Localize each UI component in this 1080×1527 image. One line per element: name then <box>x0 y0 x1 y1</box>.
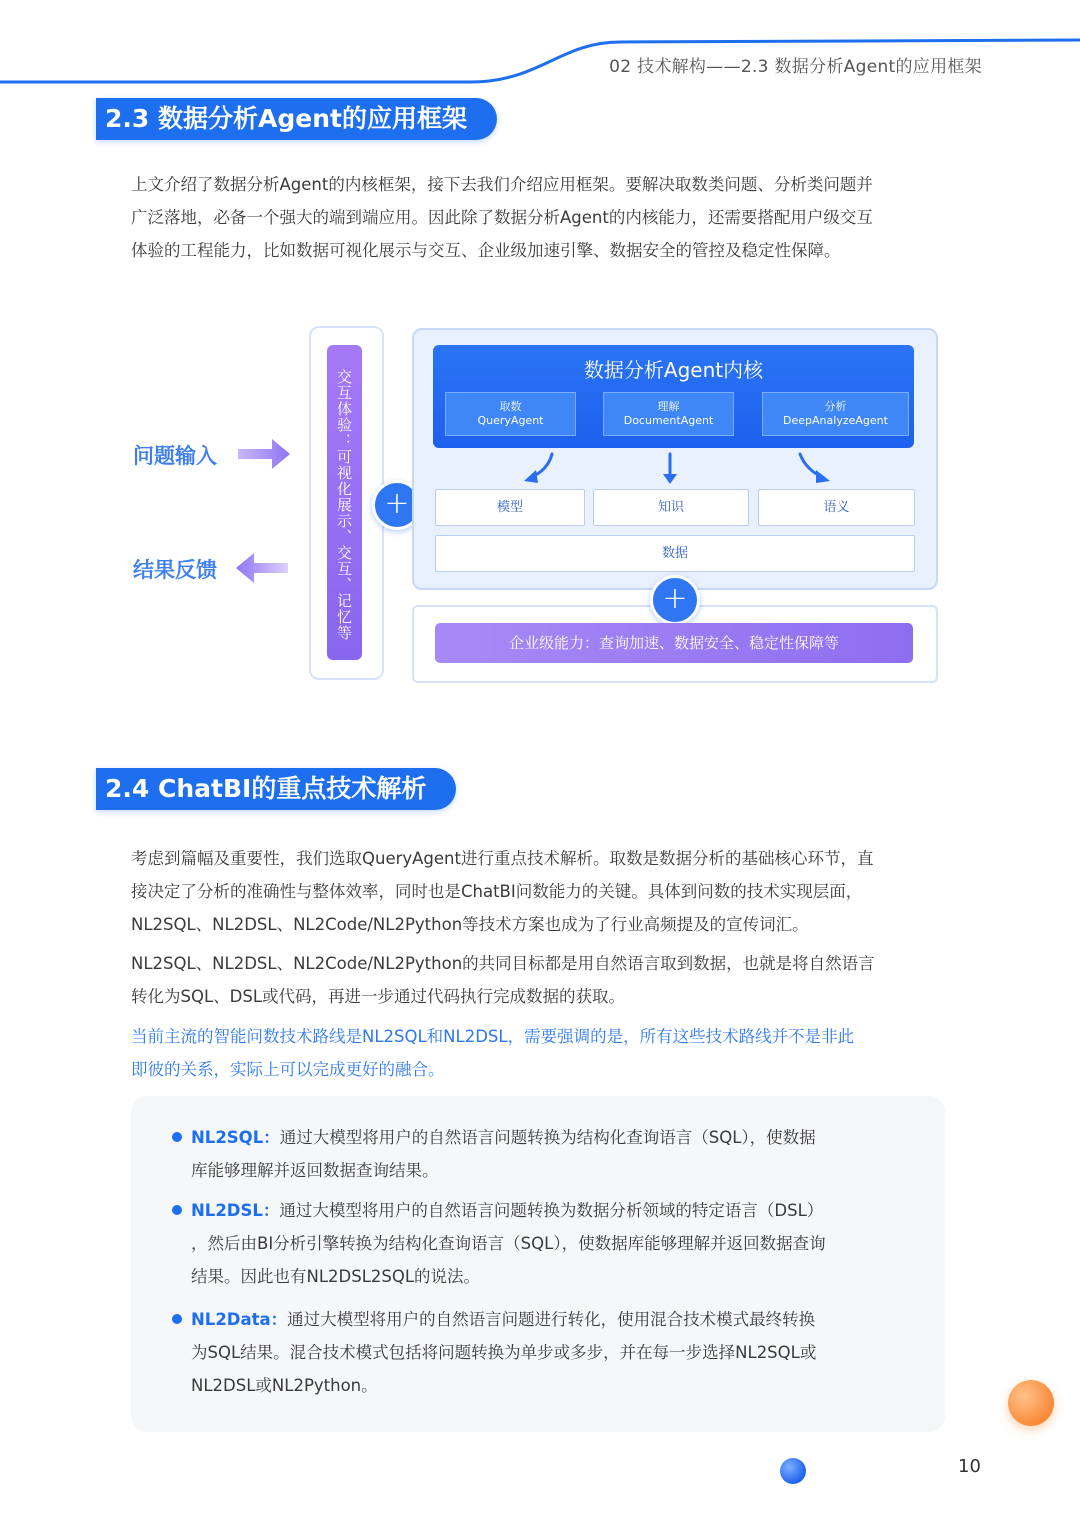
text-line: NL2SQL、NL2DSL、NL2Code/NL2Python等技术方案也成为了行业高频提及的宣传词汇。 <box>131 915 809 934</box>
text-line: 接决定了分析的准确性与整体效率，同时也是ChatBI问数能力的关键。具体到问数的技术实现层面， <box>131 882 863 901</box>
flow-arrows-icon <box>520 450 840 486</box>
model-box: 模型 <box>435 489 585 526</box>
text-line: ，然后由BI分析引擎转换为结构化查询语言（SQL），使数据库能够理解并返回数据查询 <box>191 1234 826 1253</box>
header-title: 02 技术解构——2.3 数据分析Agent的应用框架 <box>609 57 982 77</box>
text-line: 为SQL结果。混合技术模式包括将问题转换为单步或多步，并在每一步选择NL2SQL或 <box>191 1343 817 1362</box>
text-line <box>191 1303 891 1336</box>
agent-name: 分析 <box>824 400 847 413</box>
bullet-line: 通过大模型将用户的自然语言问题转换为数据分析领域的特定语言（DSL） <box>279 1201 824 1220</box>
question-input-label: 问题输入 <box>133 444 217 468</box>
bullet-dot-icon <box>172 1132 182 1142</box>
section-2-4-paragraph-1 <box>131 842 953 941</box>
text-line: 广泛落地，必备一个强大的端到端应用。因此除了数据分析Agent的内核能力，还需要搭配用户级交互 <box>131 208 873 227</box>
bullet-nl2sql <box>191 1121 891 1187</box>
data-box: 数据 <box>435 535 915 572</box>
text-line <box>191 1121 891 1154</box>
bullet-line: 通过大模型将用户的自然语言问题转换为结构化查询语言（SQL），使数据 <box>279 1128 816 1147</box>
section-2-4-highlight <box>131 1020 953 1086</box>
semantics-box: 语义 <box>758 489 915 526</box>
decorative-blue-ball <box>780 1458 806 1484</box>
text-line: 考虑到篇幅及重要性，我们选取QueryAgent进行重点技术解析。取数是数据分析的基础核心环节，直 <box>131 849 874 868</box>
right-arrow-icon <box>236 436 292 472</box>
bullet-line: 通过大模型将用户的自然语言问题进行转化，使用混合技术模式最终转换 <box>287 1310 816 1329</box>
enterprise-capability-bar: 企业级能力：查询加速、数据安全、稳定性保障等 <box>435 623 913 663</box>
knowledge-box: 知识 <box>593 489 749 526</box>
agent-id: DocumentAgent <box>623 414 714 427</box>
left-arrow-icon <box>234 550 290 586</box>
text-line: 即彼的关系，实际上可以完成更好的融合。 <box>131 1060 445 1079</box>
header-decoration <box>0 0 1080 100</box>
bullet-nl2dsl <box>191 1194 891 1293</box>
bullet-dot-icon <box>172 1205 182 1215</box>
agent-id: QueryAgent <box>477 414 544 427</box>
bullet-nl2data <box>191 1303 891 1402</box>
bullet-dot-icon <box>172 1314 182 1324</box>
page-number: 10 <box>958 1456 981 1477</box>
text-line: 上文介绍了数据分析Agent的内核框架，接下去我们介绍应用框架。要解决取数类问题、分析类问题并 <box>131 175 873 194</box>
text-line: 体验的工程能力，比如数据可视化展示与交互、企业级加速引擎、数据安全的管控及稳定性保障。 <box>131 241 841 260</box>
text-line: 当前主流的智能问数技术路线是NL2SQL和NL2DSL，需要强调的是，所有这些技术路线并不是非此 <box>131 1027 855 1046</box>
agent-name: 取数 <box>499 400 522 413</box>
text-line: NL2SQL、NL2DSL、NL2Code/NL2Python的共同目标都是用自然语言取到数据，也就是将自然语言 <box>131 954 875 973</box>
bullet-term: NL2SQL： <box>191 1128 280 1147</box>
agent-name: 理解 <box>657 400 680 413</box>
result-feedback-label: 结果反馈 <box>133 558 217 582</box>
query-agent-box <box>445 392 576 436</box>
plus-icon: + <box>650 575 700 625</box>
deep-analyze-agent-box <box>762 392 909 436</box>
text-line <box>191 1194 891 1227</box>
bullet-term: NL2DSL： <box>191 1201 280 1220</box>
section-heading-2-3: 2.3 数据分析Agent的应用框架 <box>96 98 497 140</box>
text-line: 结果。因此也有NL2DSL2SQL的说法。 <box>191 1267 481 1286</box>
text-line: 库能够理解并返回数据查询结果。 <box>191 1161 439 1180</box>
agent-core-title: 数据分析Agent内核 <box>583 358 764 382</box>
plus-icon: + <box>372 480 422 530</box>
document-agent-box <box>603 392 734 436</box>
section-2-4-paragraph-2 <box>131 947 953 1013</box>
interaction-label: 交互体验：可视化展示、交互、记忆等 <box>335 369 353 641</box>
bullet-term: NL2Data： <box>191 1310 288 1329</box>
section-2-3-intro <box>131 168 953 267</box>
section-heading-2-4: 2.4 ChatBI的重点技术解析 <box>96 768 456 810</box>
text-line: NL2DSL或NL2Python。 <box>191 1376 378 1395</box>
agent-id: DeepAnalyzeAgent <box>783 414 888 427</box>
text-line: 转化为SQL、DSL或代码，再进一步通过代码执行完成数据的获取。 <box>131 987 626 1006</box>
decorative-orange-ball <box>1008 1380 1054 1426</box>
